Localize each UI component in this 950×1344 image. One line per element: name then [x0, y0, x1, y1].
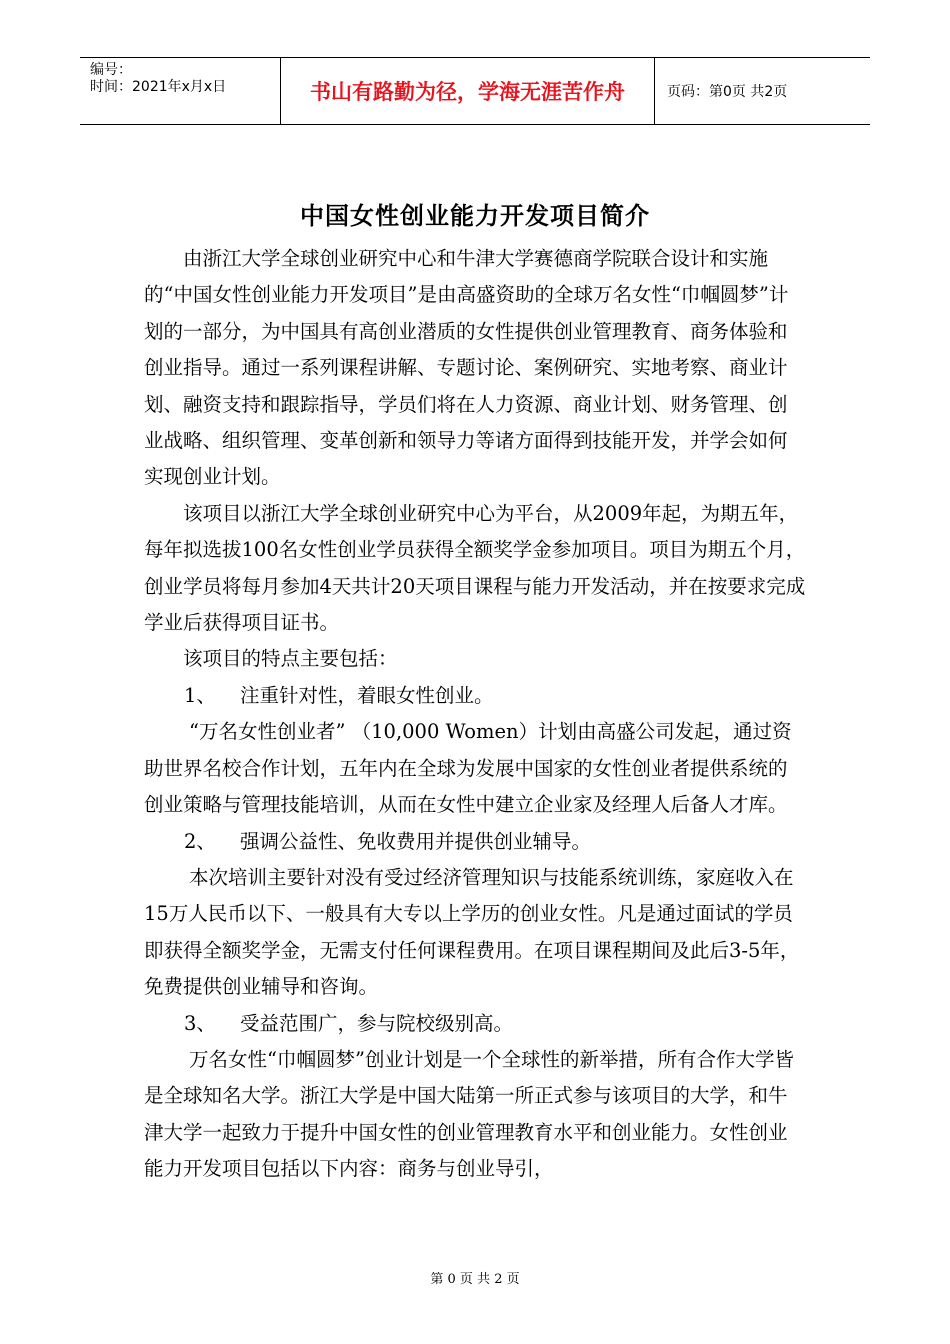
list-item-number: 2、 — [184, 829, 216, 853]
header-meta — [80, 58, 281, 124]
document-body — [144, 241, 806, 1188]
paragraph-feature-2: 本次培训主要针对没有受过经济管理知识与技能系统训练，家庭收入在15万人民币以下、一般具有大专以上学历的创业女性。凡是通过面试的学员即获得全额奖学金，无需支付任何课程费用。在项目课程期间及此后3-5年，免费提供创业辅导和咨询。 — [144, 865, 800, 999]
list-item — [144, 1006, 806, 1042]
list-item-number: 3、 — [184, 1011, 216, 1035]
list-item-text: 受益范围广，参与院校级别高。 — [240, 1011, 514, 1035]
paragraph-platform: 该项目以浙江大学全球创业研究中心为平台，从2009年起，为期五年，每年拟选拔100名女性创业学员获得全额奖学金参加项目。项目为期五个月，创业学员将每月参加4天共计20天项目课程与能力开发活动，并在按要求完成学业后获得项目证书。 — [144, 501, 806, 635]
page-footer: 第 0 页 共 2 页 — [430, 1272, 520, 1287]
list-item — [144, 824, 806, 860]
paragraph-intro: 由浙江大学全球创业研究中心和牛津大学赛德商学院联合设计和实施的“中国女性创业能力开发项目”是由高盛资助的全球万名女性“巾帼圆梦”计划的一部分，为中国具有高创业潜质的女性提供创业管理教育、商务体验和创业指导。通过一系列课程讲解、专题讨论、案例研究、实地考察、商业计划、融资支持和跟踪指导，学员们将在人力资源、商业计划、财务管理、创业战略、组织管理、变革创新和领导力等诸方面得到技能开发，并学会如何实现创业计划。 — [144, 247, 789, 489]
page-header — [80, 57, 870, 125]
paragraph-feature-1: “万名女性创业者” （10,000 Women）计划由高盛公司发起，通过资助世界名校合作计划，五年内在全球为发展中国家的女性创业者提供系统的创业策略与管理技能培训，从而在女性中建立企业家及经理人后备人才库。 — [144, 720, 792, 817]
header-page-info: 页码：第0页 共2页 — [667, 84, 788, 100]
list-item-number: 1、 — [184, 683, 216, 707]
list-item — [144, 678, 806, 714]
list-item-text: 强调公益性、免收费用并提供创业辅导。 — [240, 829, 592, 853]
paragraph-features-intro: 该项目的特点主要包括： — [183, 647, 398, 671]
number-label: 编号： — [90, 62, 132, 78]
list-item-text: 注重针对性，着眼女性创业。 — [240, 683, 494, 707]
paragraph-feature-3: 万名女性“巾帼圆梦”创业计划是一个全球性的新举措，所有合作大学皆是全球知名大学。浙江大学是中国大陆第一所正式参与该项目的大学，和牛津大学一起致力于提升中国女性的创业管理教育水平和创业能力。女性创业能力开发项目包括以下内容：商务与创业导引， — [144, 1047, 794, 1181]
header-motto: 书山有路勤为径，学海无涯苦作舟 — [281, 58, 655, 124]
time-label: 时间：2021年x月x日 — [90, 79, 227, 95]
document-title: 中国女性创业能力开发项目简介 — [300, 202, 650, 230]
